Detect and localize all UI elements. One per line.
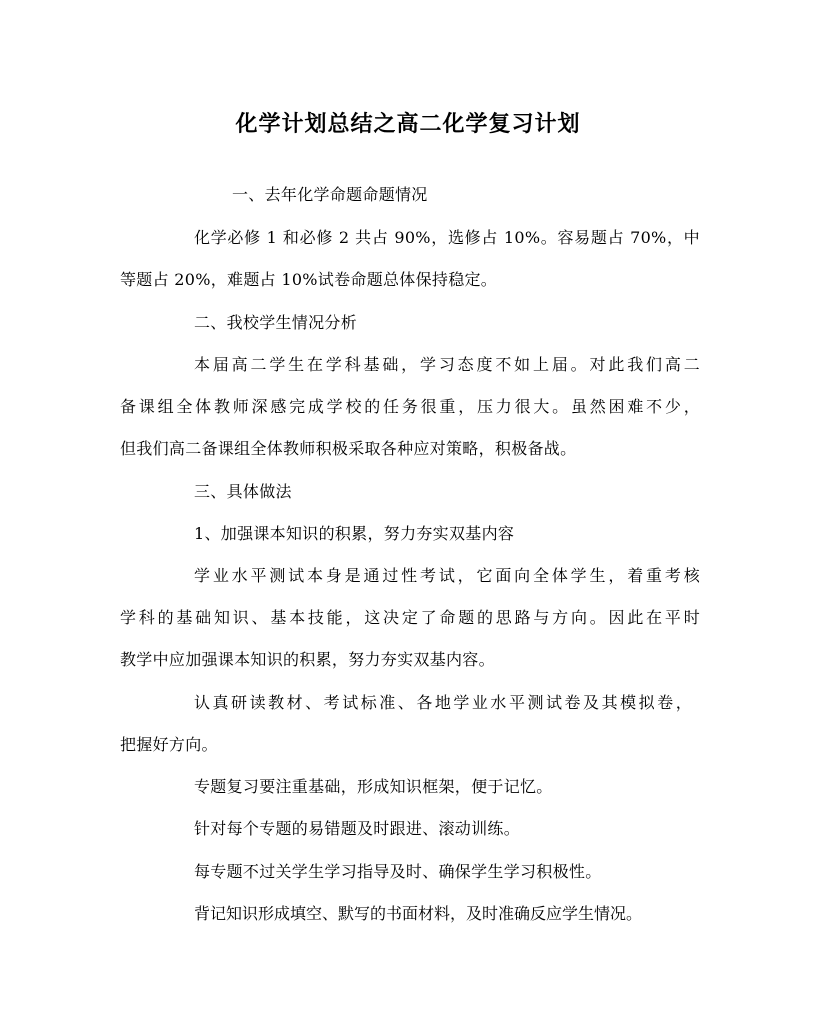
paragraph-line: 但我们高二备课组全体教师积极采取各种应对策略，积极备战。 [120,439,577,458]
paragraph-line: 每专题不过关学生学习指导及时、确保学生学习积极性。 [194,862,602,881]
section-heading-1: 一、去年化学命题命题情况 [232,185,428,204]
paragraph-line: 把握好方向。 [120,735,218,754]
paragraph-line: 学业水平测试本身是通过性考试，它面向全体学生，着重考核 [194,566,700,585]
section-heading-2: 二、我校学生情况分析 [194,313,358,332]
subsection-heading: 1、加强课本知识的积累，努力夯实双基内容 [194,524,515,543]
paragraph-line: 本届高二学生在学科基础，学习态度不如上届。对此我们高二 [194,355,700,374]
paragraph-line: 教学中应加强课本知识的积累，努力夯实双基内容。 [120,650,495,669]
paragraph-line: 化学必修 1 和必修 2 共占 90%，选修占 10%。容易题占 70%，中 [194,228,700,247]
paragraph-line: 针对每个专题的易错题及时跟进、滚动训练。 [194,819,521,838]
paragraph-line: 等题占 20%，难题占 10%试卷命题总体保持稳定。 [120,270,498,289]
paragraph-line: 学科的基础知识、基本技能，这决定了命题的思路与方向。因此在平时 [120,608,700,627]
paragraph-line: 认真研读教材、考试标准、各地学业水平测试卷及其模拟卷， [194,693,692,712]
paragraph-line: 背记知识形成填空、默写的书面材料，及时准确反应学生情况。 [194,904,643,923]
document-title: 化学计划总结之高二化学复习计划 [235,111,581,137]
section-heading-3: 三、具体做法 [194,482,292,501]
paragraph-line: 专题复习要注重基础，形成知识框架，便于记忆。 [194,777,553,796]
paragraph-line: 备课组全体教师深感完成学校的任务很重，压力很大。虽然困难不少， [120,397,700,416]
